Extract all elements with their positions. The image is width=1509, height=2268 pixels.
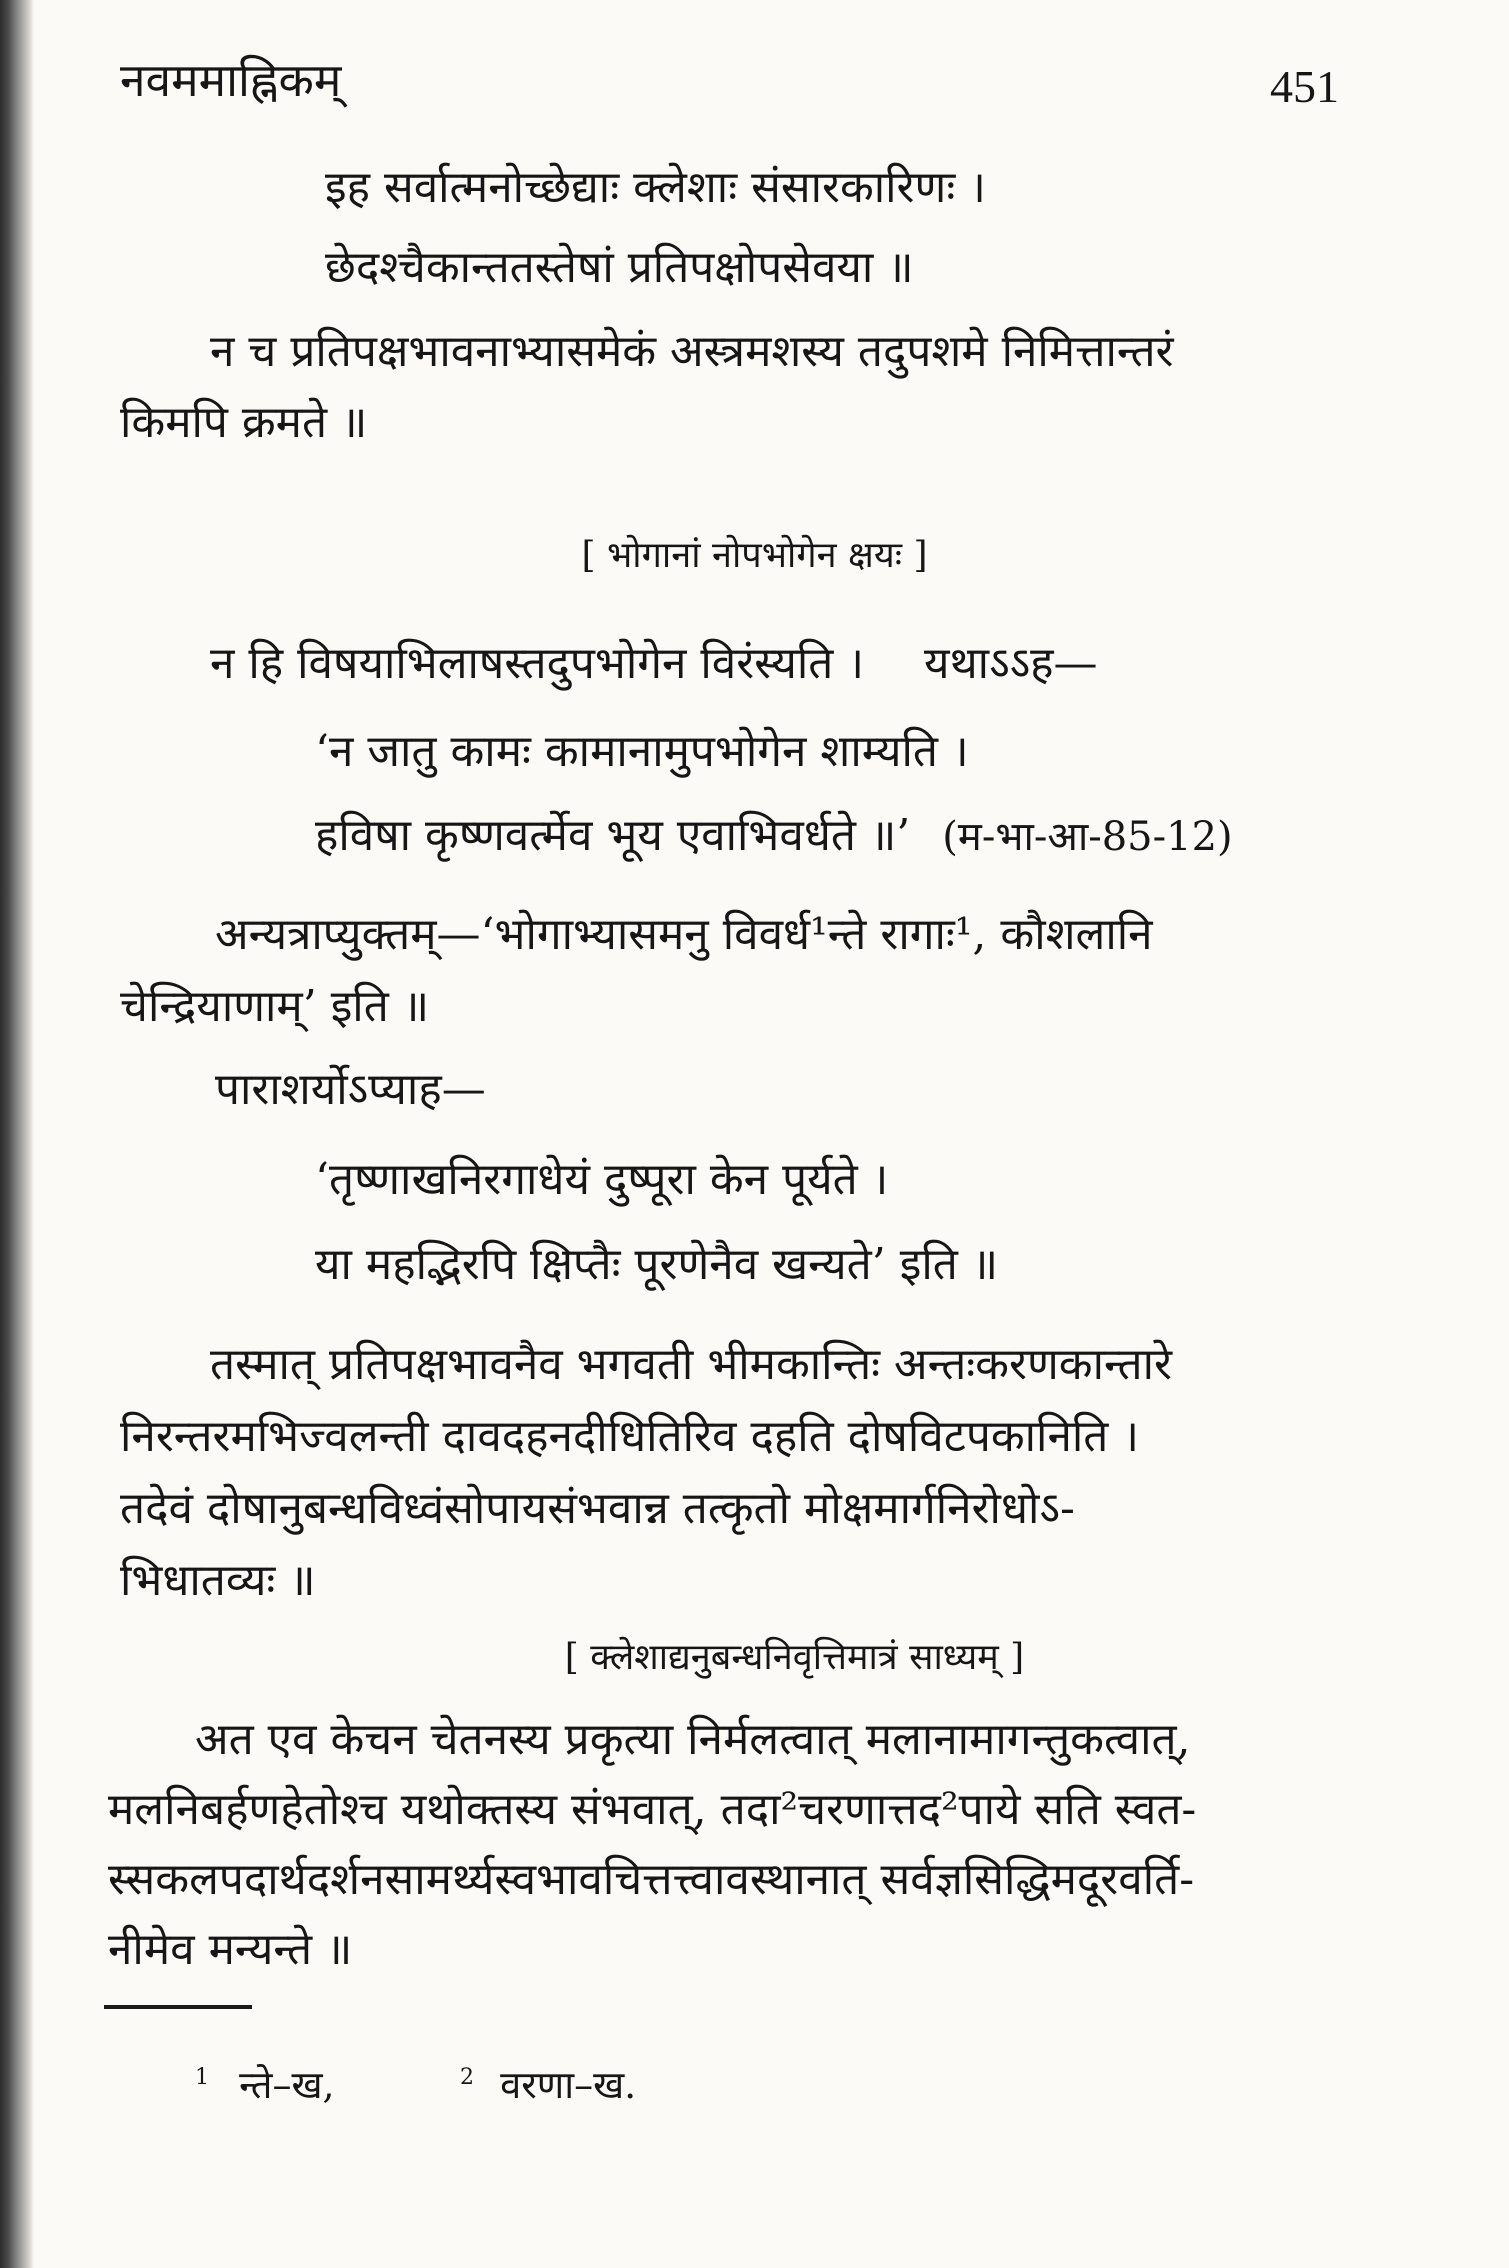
verse-line: इह सर्वात्मनोच्छेद्याः क्लेशाः संसारकारिणः । [325, 162, 986, 213]
book-binding-shadow [0, 0, 34, 2268]
footnote-mark: 2 [460, 2065, 474, 2090]
footnote-text: न्ते–ख, [239, 2062, 335, 2107]
paragraph-line: किमपि क्रमते ॥ [120, 397, 368, 448]
paragraph-line: न च प्रतिपक्षभावनाभ्यासमेकं अस्त्रमशस्य तदुपशमे निमित्तान्तरं [210, 326, 1174, 377]
paragraph-line: तदेवं दोषानुबन्धविध्वंसोपायसंभवान्न तत्कृतो मोक्षमार्गनिरोधोऽ- [120, 1483, 1075, 1534]
verse-line: ‘न जातु कामः कामानामुपभोगेन शाम्यति । [315, 726, 969, 777]
paragraph-line: मलनिबर्हणहेतोश्च यथोक्तस्य संभवात्, तदा²चरणात्तद²पाये सति स्वत- [108, 1784, 1197, 1835]
running-title: नवममाह्निकम् [120, 53, 342, 107]
citation: (म-भा-आ-85-12) [942, 814, 1233, 860]
footnote-mark: 1 [195, 2065, 209, 2090]
paragraph-line [210, 634, 1098, 694]
paragraph-line: निरन्तरमभिज्वलन्ती दावदहनदीधितिरिव दहति दोषविटपकानिति । [120, 1411, 1140, 1462]
section-heading: [ क्लेशाद्यनुबन्धनिवृत्तिमात्रं साध्यम् ] [564, 1637, 1025, 1678]
paragraph-line: अत एव केचन चेतनस्य प्रकृत्या निर्मलत्वात् मलानामागन्तुकत्वात्, [195, 1714, 1191, 1765]
paragraph-line: तस्मात् प्रतिपक्षभावनैव भगवती भीमकान्तिः अन्तःकरणकान्तारे [210, 1339, 1172, 1390]
quote-lead: यथाऽऽह— [924, 638, 1098, 689]
footnote [195, 2050, 335, 2113]
verse-text: हविषा कृष्णवर्त्मेव भूय एवाभिवर्धते ॥’ [315, 810, 911, 861]
paragraph-line: अन्यत्राप्युक्तम्—‘भोगाभ्यासमनु विवर्ध¹न्ते रागाः¹, कौशलानि [215, 909, 1153, 960]
page-header [120, 48, 1339, 118]
paragraph-text: न हि विषयाभिलाषस्तदुपभोगेन विरंस्यति । [210, 638, 865, 689]
paragraph-line: चेन्द्रियाणाम्’ इति ॥ [120, 981, 430, 1032]
page-number: 451 [1270, 61, 1339, 112]
paragraph-line: नीमेव मन्यन्ते ॥ [108, 1924, 353, 1975]
paragraph-line: भिधातव्यः ॥ [120, 1555, 316, 1606]
paragraph-line: पाराशर्योऽप्याह— [215, 1064, 486, 1115]
footnote [460, 2050, 636, 2113]
verse-line: छेदश्चैकान्ततस्तेषां प्रतिपक्षोपसेवया ॥ [325, 242, 914, 293]
verse-line: ‘तृष्णाखनिरगाधेयं दुष्पूरा केन पूर्यते । [315, 1154, 889, 1205]
footnote-rule [104, 2005, 252, 2009]
verse-line [315, 806, 1233, 867]
footnote-text: वरणा–ख. [500, 2062, 637, 2107]
verse-line: या महद्भिरपि क्षिप्तैः पूरणेनैव खन्यते’ इति ॥ [315, 1239, 999, 1290]
paragraph-line: स्सकलपदार्थदर्शनसामर्थ्यस्वभावचित्तत्त्वावस्थानात् सर्वज्ञसिद्धिमदूरवर्ति- [108, 1854, 1195, 1905]
section-heading: [ भोगानां नोपभोगेन क्षयः ] [581, 535, 928, 576]
